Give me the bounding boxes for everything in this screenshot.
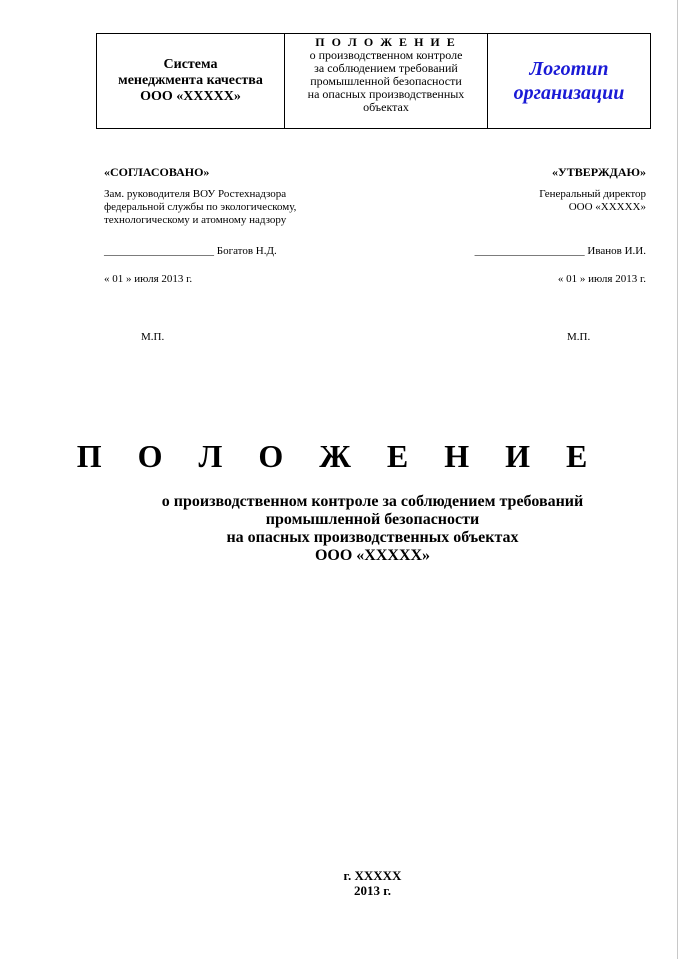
header-title-line2: за соблюдением требований: [314, 61, 458, 75]
approved-position-line1: Генеральный директор: [539, 188, 646, 200]
approved-stamp: М.П.: [567, 331, 591, 343]
agreed-position-line2: федеральной службы по экологическому,: [104, 201, 297, 213]
approved-signature-line: ____________________ Иванов И.И.: [474, 245, 646, 257]
logo-line1: Логотип: [529, 58, 609, 80]
subtitle-line4: ООО «ХХХХХ»: [314, 547, 431, 564]
qms-line1: Система: [163, 57, 218, 72]
qms-line2: менеджмента качества: [118, 73, 263, 88]
header-title-line4: на опасных производственных: [307, 87, 465, 101]
document-footer: [0, 868, 678, 898]
document-title: П О Л О Ж Е Н И Е: [76, 438, 602, 474]
qms-line3: ООО «ХХХХХ»: [140, 89, 241, 104]
approved-heading: «УТВЕРЖДАЮ»: [551, 165, 646, 179]
agreed-position-line1: Зам. руководителя ВОУ Ростехнадзора: [104, 188, 287, 200]
footer-year: 2013 г.: [354, 883, 391, 898]
agreed-heading: «СОГЛАСОВАНО»: [104, 165, 210, 179]
header-title-line3: промышленной безопасности: [310, 74, 462, 88]
header-title-cell: [285, 34, 488, 128]
header-title-spaced: П О Л О Ж Е Н И Е: [315, 35, 457, 49]
logo-line2: организации: [513, 82, 625, 104]
approved-position: [539, 188, 646, 214]
agreed-signature-line: ____________________ Богатов Н.Д.: [104, 245, 277, 257]
approved-position-line2: ООО «ХХХХХ»: [568, 201, 646, 213]
header-title-line1: о производственном контроле: [309, 48, 463, 62]
logo-placeholder: [488, 34, 650, 128]
approved-date: « 01 » июля 2013 г.: [557, 273, 646, 285]
agreed-date: « 01 » июля 2013 г.: [104, 273, 193, 285]
agreed-position: [104, 188, 296, 227]
subtitle-line3: на опасных производственных объектах: [226, 529, 519, 546]
document-subtitle: [0, 493, 678, 565]
agreed-stamp: М.П.: [141, 331, 165, 343]
header-title-line5: объектах: [363, 100, 409, 114]
footer-city: г. ХХХХХ: [343, 868, 402, 883]
subtitle-line1: о производственном контроле за соблюдением требований: [161, 493, 584, 510]
subtitle-line2: промышленной безопасности: [265, 511, 480, 528]
qms-cell: [97, 34, 285, 128]
header-table: [96, 33, 651, 129]
agreed-position-line3: технологическому и атомному надзору: [104, 214, 287, 226]
